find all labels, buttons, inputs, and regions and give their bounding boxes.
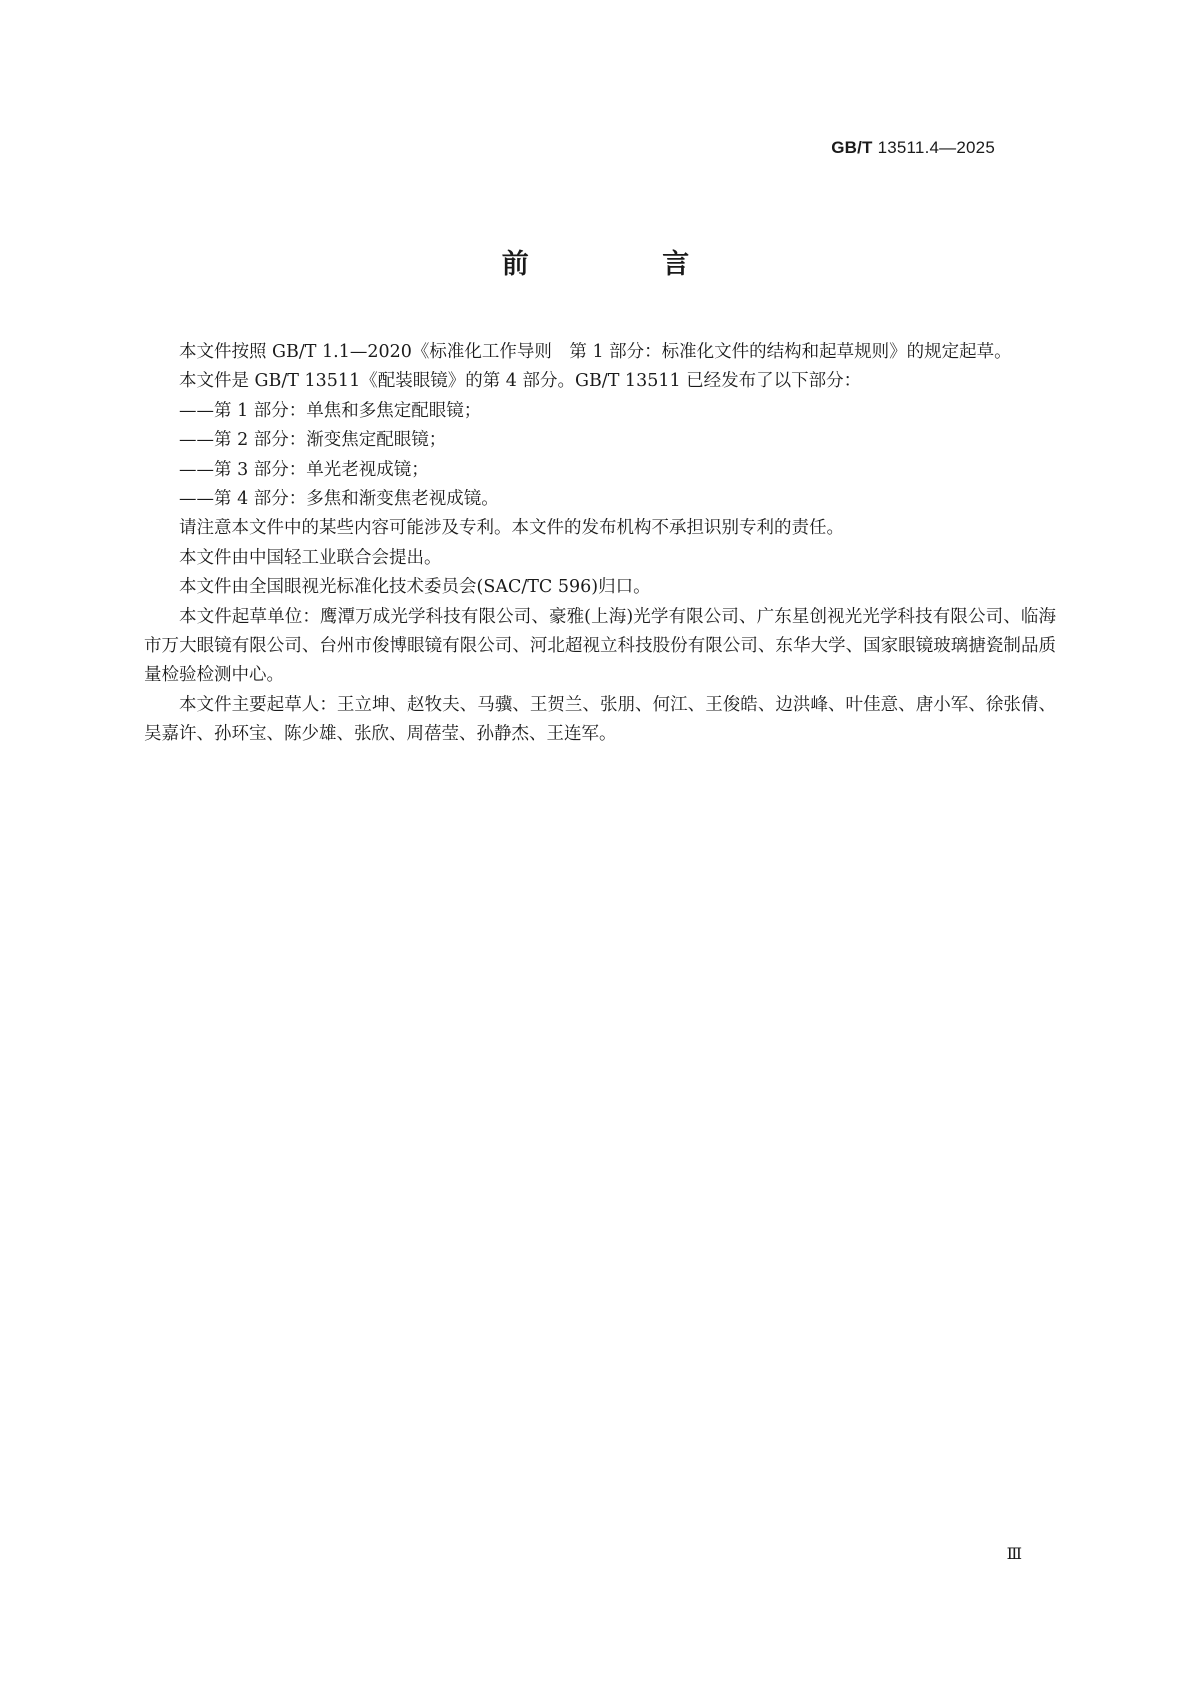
paragraph-patent-notice: 请注意本文件中的某些内容可能涉及专利。本文件的发布机构不承担识别专利的责任。: [179, 518, 844, 539]
paragraph-drafting-units: 本文件起草单位：鹰潭万成光学科技有限公司、豪雅(上海)光学有限公司、广东星创视光光学科技有限公司、临海市万大眼镜有限公司、台州市俊博眼镜有限公司、河北超视立科技股份有限公司、东华大学、国家眼镜玻璃搪瓷制品质量检验检测中心。: [144, 606, 1056, 686]
page-title: 前 言: [501, 249, 752, 280]
paragraph-drafters: 本文件主要起草人：王立坤、赵牧夫、马骥、王贺兰、张朋、何江、王俊皓、边洪峰、叶佳意、唐小军、徐张倩、吴嘉许、孙环宝、陈少雄、张欣、周蓓莹、孙静杰、王连军。: [144, 694, 1056, 745]
document-number-prefix: GB/T: [831, 138, 873, 157]
list-item: ——第 4 部分：多焦和渐变焦老视成镜。: [179, 489, 499, 510]
page-number: Ⅲ: [1006, 1544, 1022, 1563]
list-item: ——第 1 部分：单焦和多焦定配眼镜；: [179, 400, 482, 421]
paragraph-part-description: 本文件是 GB/T 13511《配装眼镜》的第 4 部分。GB/T 13511 已经发布了以下部分：: [179, 371, 862, 392]
paragraph-proposer: 本文件由中国轻工业联合会提出。: [179, 547, 442, 568]
document-number-code: 13511.4—2025: [872, 138, 995, 157]
list-item: ——第 3 部分：单光老视成镜；: [179, 459, 429, 480]
document-number: [831, 138, 995, 158]
paragraph-committee: 本文件由全国眼视光标准化技术委员会(SAC/TC 596)归口。: [179, 577, 651, 598]
list-item: ——第 2 部分：渐变焦定配眼镜；: [179, 430, 447, 451]
foreword-body: [144, 338, 1056, 750]
paragraph-drafting-rules: 本文件按照 GB/T 1.1—2020《标准化工作导则 第 1 部分：标准化文件的结构和起草规则》的规定起草。: [179, 342, 1012, 362]
